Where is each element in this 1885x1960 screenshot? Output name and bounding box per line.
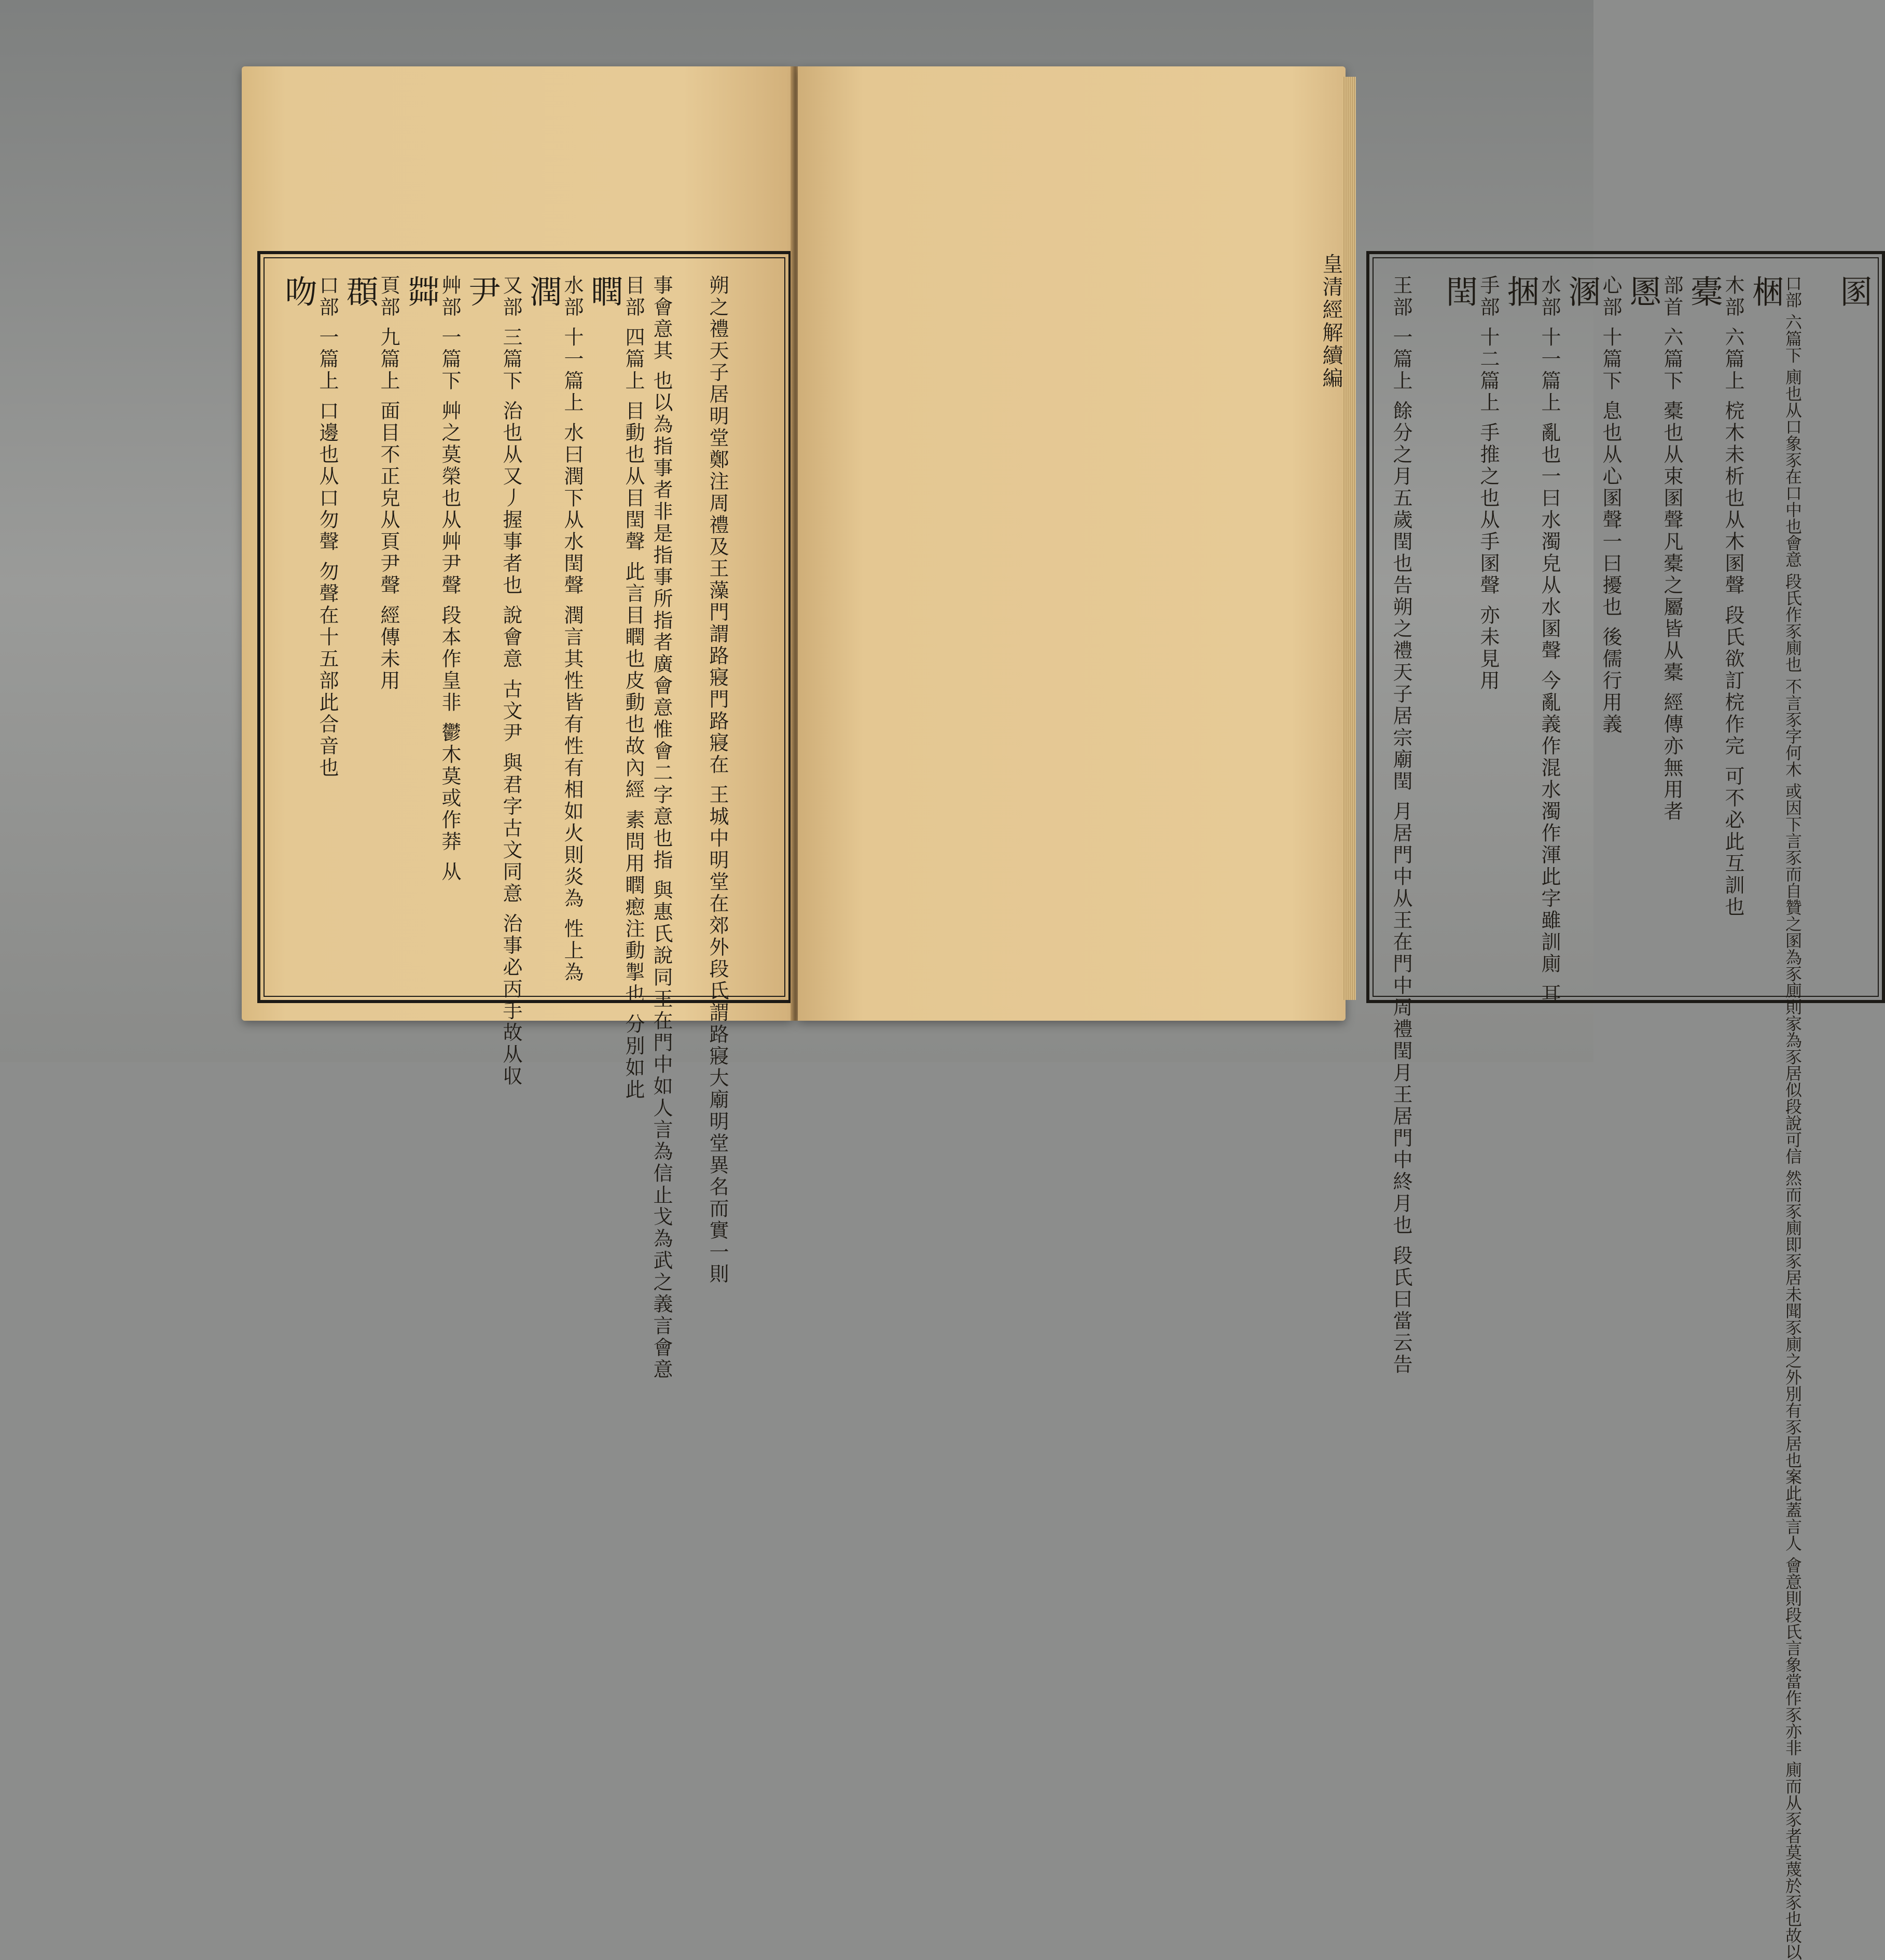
right-col-entry-3: 慁: [1624, 275, 1662, 310]
right-col-note-6: 王部 一篇上 餘分之月五歲閏也告朔之禮天子居宗廟閏 月居門中从王在門中周禮閏月王居門中終月也 段氏曰當云告: [1390, 275, 1412, 1376]
right-col-note-3: 心部 十篇下 息也从心圂聲一曰擾也 後儒行用義: [1599, 275, 1622, 736]
page-edges: [1342, 77, 1356, 1000]
left-col-entry-2: 茻: [402, 275, 440, 310]
right-col-entry-1: 梱: [1747, 275, 1784, 310]
right-page: [798, 66, 1873, 1960]
left-col-entry-3: 尹: [463, 275, 501, 310]
left-col-note-6: 事會意其 也以為指事者非是指事所指者廣會意惟會二字意也指 與惠氏說同王在門中如人言為信止戈為武之義言會意: [650, 275, 673, 1381]
left-col-entry-5: 瞤: [586, 275, 623, 310]
left-col-entry-1: 頵: [341, 275, 379, 310]
left-col-note-2: 艸部 一篇下 艸之莫榮也从艸尹聲 段本作皇非 鬱木莫或作莽 从: [438, 275, 461, 883]
right-col-note-2: 部首 六篇下 橐也从束圂聲凡橐之屬皆从橐 經傳亦無用者: [1660, 275, 1683, 823]
left-col-note-5: 目部 四篇上 目動也从目閏聲 此言目瞤也皮動也故內經 素問用瞤瘛注動掣也 分別如此: [622, 275, 645, 1101]
left-page: [242, 66, 793, 1381]
right-col-note-0: 口部 六篇下 廁也从口象豕在口中也會意 段氏作豕廁也 不言豕字何木 或因下言豕而自贊之圂為豕廁則家為豕居似段說可信 然而豕廁即豕居未聞豕廁之外別有豕居也案此蓋言人 會意則段氏言象當作豕亦非 廁而从豕者莫蔑於豕也故以: [1783, 275, 1803, 1960]
right-col-entry-4: 溷: [1563, 275, 1601, 310]
left-col-note-4: 水部 十一篇上 水曰潤下从水閏聲 潤言其性皆有性有相如火則炎為 性上為: [561, 275, 584, 984]
right-col-entry-0: 圂: [1835, 275, 1873, 310]
left-col-note-1: 頁部 九篇上 面目不正皃从頁尹聲 經傳未用: [377, 275, 400, 692]
left-col-note-0: 口部 一篇上 口邊也从口勿聲 勿聲在十五部此合音也: [316, 275, 339, 780]
right-page-header: 皇清經解續編: [1319, 253, 1343, 390]
left-col-note-3: 又部 三篇下 治也从又丿握事者也 說會意 古文尹 與君字古文同意 治事必丙手故从収: [500, 275, 522, 1088]
left-page-text-frame: [257, 251, 792, 1381]
left-col-note-7: 朔之禮天子居明堂鄭注周禮及王藻門謂路寢門路寢在 王城中明堂在郊外段氏謂路寢大廟明堂異名而實一則: [706, 275, 729, 1286]
open-book: [238, 66, 1873, 1960]
left-col-entry-0: 吻: [280, 275, 317, 310]
right-col-note-5: 手部 十二篇上 手推之也从手圂聲 亦未見用: [1477, 275, 1500, 692]
right-col-entry-6: 閏: [1440, 275, 1478, 310]
left-col-entry-4: 潤: [524, 275, 562, 310]
right-col-entry-2: 橐: [1685, 275, 1723, 310]
right-page-text-frame: [1366, 251, 1885, 1960]
right-col-entry-5: 捆: [1502, 275, 1540, 310]
right-col-note-1: 木部 六篇上 梡木未析也从木圂聲 段氏欲訂梡作完 可不必此互訓也: [1722, 275, 1744, 919]
right-col-note-4: 水部 十一篇上 亂也一曰水濁皃从水圂聲 今亂義作混水濁作渾此字雖訓廁 耳: [1538, 275, 1561, 1006]
